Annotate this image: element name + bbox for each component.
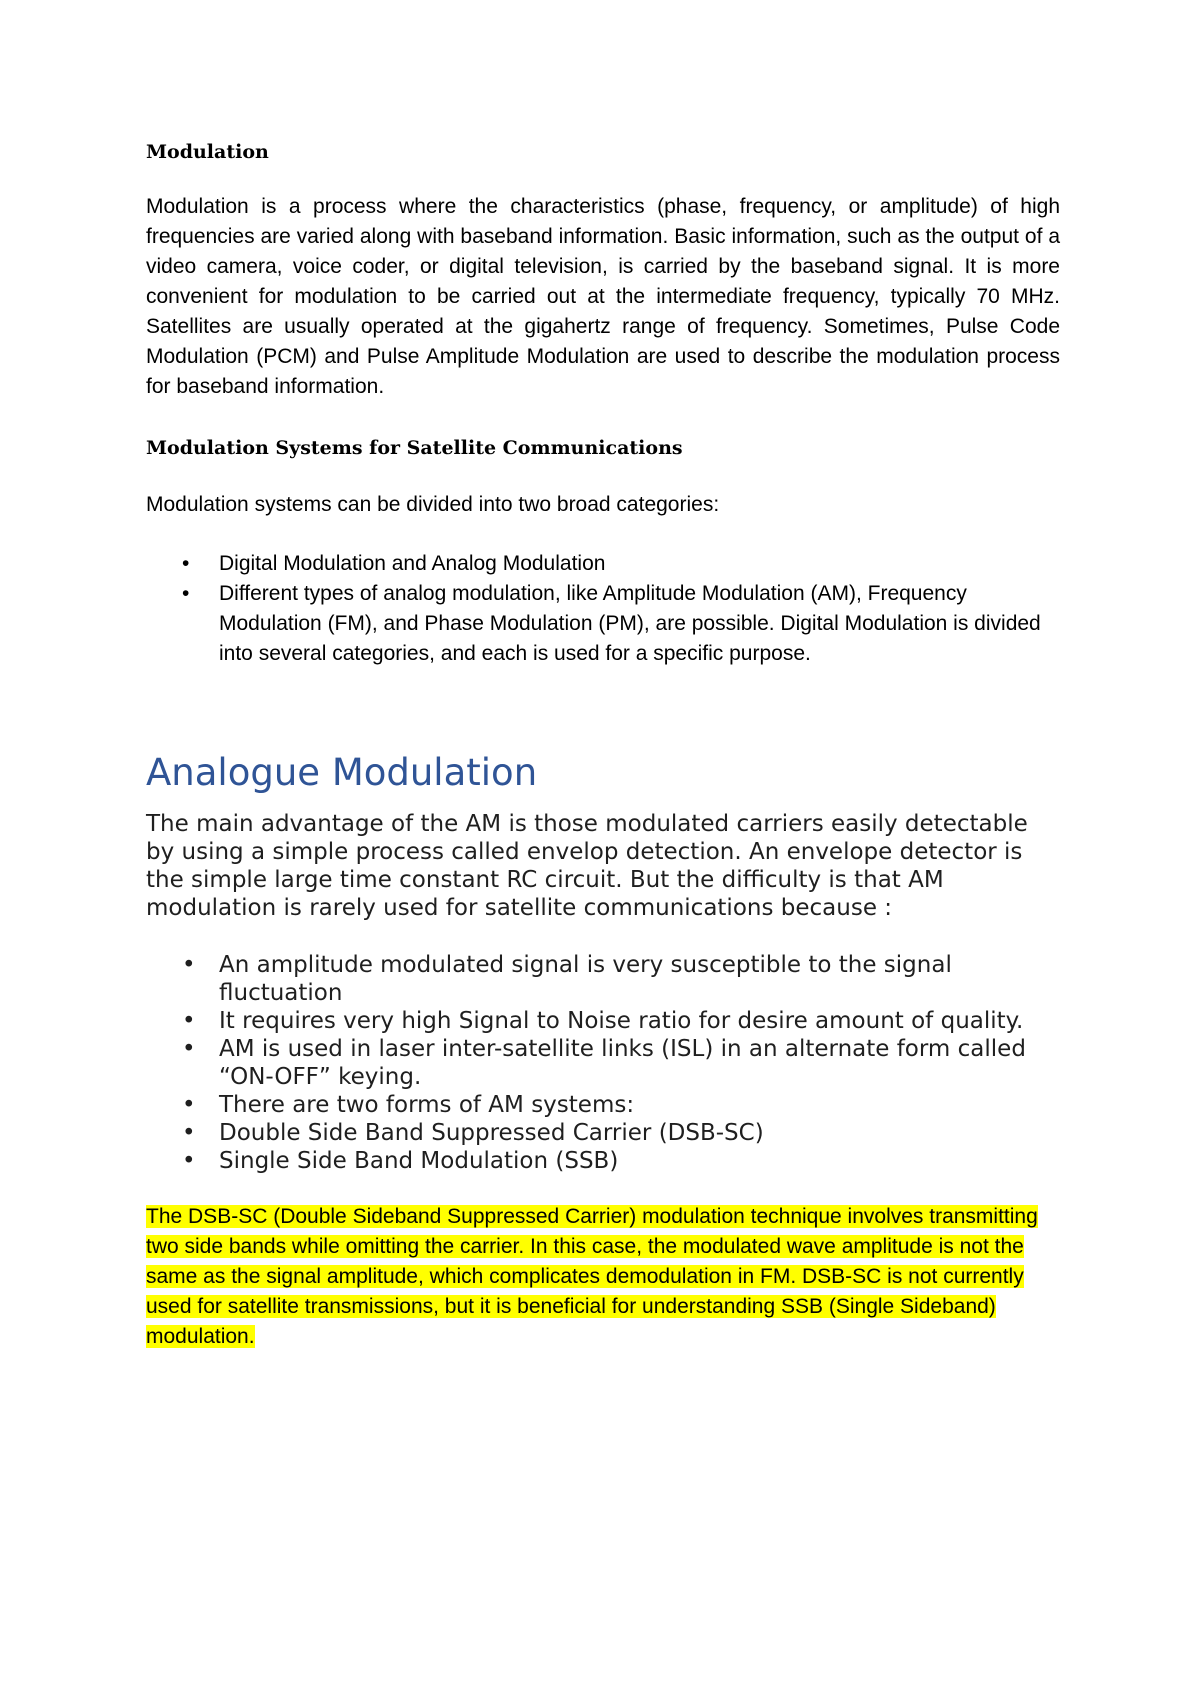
list-item: • It requires very high Signal to Noise ratio for desire amount of quality. xyxy=(146,1007,1060,1035)
list-item: • Single Side Band Modulation (SSB) xyxy=(146,1147,1060,1175)
analogue-modulation-title: Analogue Modulation xyxy=(146,751,538,795)
list-item: • Digital Modulation and Analog Modulation xyxy=(146,549,1060,579)
modulation-systems-heading: Modulation Systems for Satellite Communications xyxy=(146,436,683,459)
highlighted-text: The DSB-SC (Double Sideband Suppressed Carrier) modulation technique involves transmitting two side bands while omitting the carrier. In this case, the modulated wave amplitude is not the same as the signal amplitude, which complicates demodulation in FM. DSB-SC is not currently used for satellite transmissions, but it is beneficial for understanding SSB (Single Sideband) modulation. xyxy=(146,1204,1038,1348)
am-reasons-list xyxy=(146,951,1060,1175)
dsb-sc-highlighted-paragraph xyxy=(146,1202,1060,1352)
modulation-categories-list xyxy=(146,549,1060,669)
modulation-systems-intro: Modulation systems can be divided into two broad categories: xyxy=(146,493,720,517)
list-item: • There are two forms of AM systems: xyxy=(146,1091,1060,1119)
modulation-paragraph: Modulation is a process where the characteristics (phase, frequency, or amplitude) of high frequencies are varied along with baseband information. Basic information, such as the output of a video camera, voice coder, or digital television, is carried by the baseband signal. It is more convenient for modulation to be carried out at the intermediate frequency, typically 70 MHz. Satellites are usually operated at the gigahertz range of frequency. Sometimes, Pulse Code Modulation (PCM) and Pulse Amplitude Modulation are used to describe the modulation process for baseband information. xyxy=(146,194,1060,398)
list-item: • Double Side Band Suppressed Carrier (DSB-SC) xyxy=(146,1119,1060,1147)
document-page xyxy=(146,140,1060,1352)
modulation-heading: Modulation xyxy=(146,141,269,163)
list-item: • Different types of analog modulation, like Amplitude Modulation (AM), Frequency Modulation (FM), and Phase Modulation (PM), are possible. Digital Modulation is divided into several categories, and each is used for a specific purpose. xyxy=(146,579,1060,669)
analogue-modulation-paragraph: The main advantage of the AM is those modulated carriers easily detectable by using a simple process called envelop detection. An envelope detector is the simple large time constant RC circuit. But the difficulty is that AM modulation is rarely used for satellite communications because : xyxy=(146,810,1028,921)
list-item: • AM is used in laser inter-satellite links (ISL) in an alternate form called “ON-OFF” keying. xyxy=(146,1035,1060,1091)
list-item: • An amplitude modulated signal is very susceptible to the signal fluctuation xyxy=(146,951,1060,1007)
